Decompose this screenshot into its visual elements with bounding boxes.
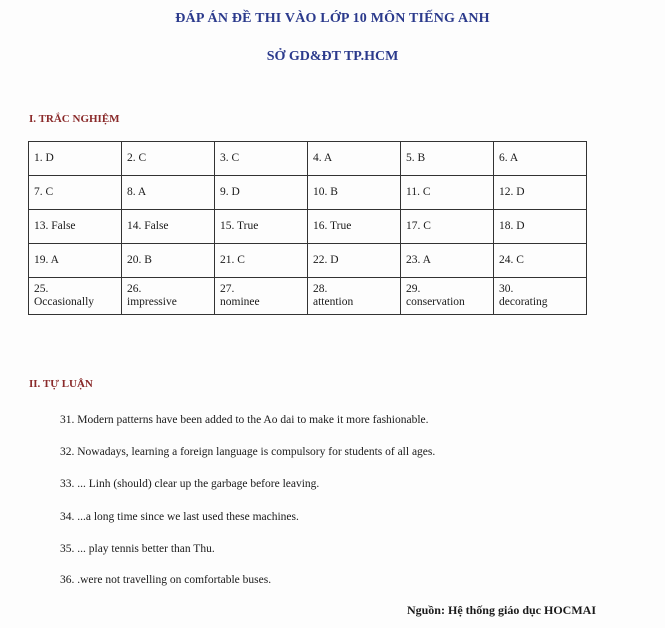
table-cell: 25. Occasionally xyxy=(29,278,122,315)
table-row xyxy=(29,176,587,210)
essay-answer: 31. Modern patterns have been added to the Ao dai to make it more fashionable. xyxy=(60,414,429,426)
table-cell: 27. nominee xyxy=(215,278,308,315)
table-row xyxy=(29,278,587,315)
table-cell: 21. C xyxy=(215,244,308,278)
source-credit: Nguồn: Hệ thống giáo dục HOCMAI xyxy=(406,603,596,617)
table-cell: 19. A xyxy=(29,244,122,278)
essay-answer: 33. ... Linh (should) clear up the garbage before leaving. xyxy=(60,478,320,490)
section-essay-heading: II. TỰ LUẬN xyxy=(29,378,93,390)
table-cell: 18. D xyxy=(494,210,587,244)
page-title: ĐÁP ÁN ĐỀ THI VÀO LỚP 10 MÔN TIẾNG ANH xyxy=(175,11,490,26)
table-cell: 26. impressive xyxy=(122,278,215,315)
page-subtitle: SỞ GD&ĐT TP.HCM xyxy=(266,49,399,64)
table-cell: 10. B xyxy=(308,176,401,210)
table-cell: 4. A xyxy=(308,142,401,176)
table-cell: 5. B xyxy=(401,142,494,176)
table-cell: 15. True xyxy=(215,210,308,244)
table-cell: 29. conservation xyxy=(401,278,494,315)
section-multiple-choice-heading: I. TRẮC NGHIỆM xyxy=(29,113,120,125)
table-cell: 6. A xyxy=(494,142,587,176)
table-row xyxy=(29,210,587,244)
table-cell: 13. False xyxy=(29,210,122,244)
table-cell: 8. A xyxy=(122,176,215,210)
table-cell: 9. D xyxy=(215,176,308,210)
table-cell: 7. C xyxy=(29,176,122,210)
table-cell: 16. True xyxy=(308,210,401,244)
table-cell: 23. A xyxy=(401,244,494,278)
table-cell: 2. C xyxy=(122,142,215,176)
table-cell: 17. C xyxy=(401,210,494,244)
essay-answer: 32. Nowadays, learning a foreign language is compulsory for students of all ages. xyxy=(60,446,436,458)
table-row xyxy=(29,142,587,176)
table-cell: 12. D xyxy=(494,176,587,210)
table-cell: 1. D xyxy=(29,142,122,176)
table-row xyxy=(29,244,587,278)
table-cell: 30. decorating xyxy=(494,278,587,315)
table-cell: 3. C xyxy=(215,142,308,176)
table-cell: 22. D xyxy=(308,244,401,278)
table-cell: 20. B xyxy=(122,244,215,278)
answer-table xyxy=(28,141,587,315)
table-cell: 11. C xyxy=(401,176,494,210)
table-cell: 24. C xyxy=(494,244,587,278)
essay-answer: 36. .were not travelling on comfortable buses. xyxy=(60,574,272,586)
table-cell: 14. False xyxy=(122,210,215,244)
essay-answer: 34. ...a long time since we last used these machines. xyxy=(60,511,299,523)
table-cell: 28. attention xyxy=(308,278,401,315)
essay-answer: 35. ... play tennis better than Thu. xyxy=(60,543,215,555)
